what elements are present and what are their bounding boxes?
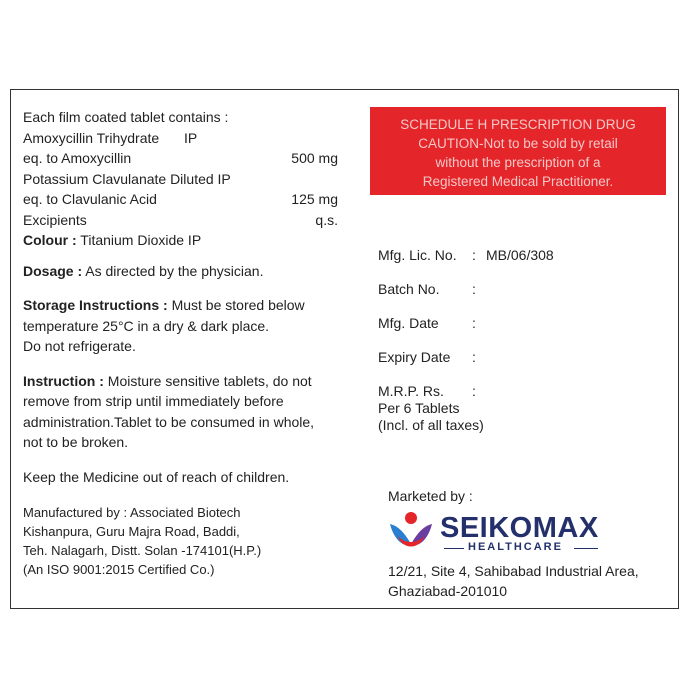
amoxycillin-line xyxy=(23,128,338,149)
address-line-2: Ghaziabad-201010 xyxy=(388,583,508,599)
dosage-label: Dosage : xyxy=(23,262,83,279)
mrp-taxes-note: (Incl. of all taxes) xyxy=(378,417,484,433)
brand-tagline: HEALTHCARE xyxy=(468,541,563,553)
instruction-line-3: administration.Tablet to be consumed in whole, xyxy=(23,413,315,430)
instruction-label: Instruction : xyxy=(23,372,104,389)
manufacturer-line-1: Manufactured by : Associated Biotech xyxy=(23,505,241,520)
excipients-value: q.s. xyxy=(315,211,338,228)
warning-line-1: SCHEDULE H PRESCRIPTION DRUG xyxy=(400,117,636,132)
mrp-block xyxy=(378,383,678,434)
colon: : xyxy=(472,349,476,365)
storage-line-3: Do not refrigerate. xyxy=(23,338,136,354)
dosage-line xyxy=(23,261,338,282)
clavulanic-eq-label: eq. to Clavulanic Acid xyxy=(23,191,157,207)
manufacturer-line-2: Kishanpura, Guru Majra Road, Baddi, xyxy=(23,524,240,539)
seikomax-logo-icon xyxy=(388,510,434,556)
manufacturer-block xyxy=(23,503,338,579)
colon: : xyxy=(472,383,476,399)
clavulanic-eq-line xyxy=(23,189,338,210)
excipients-line xyxy=(23,210,338,231)
batch-label: Batch No. xyxy=(378,281,440,297)
composition-heading: Each film coated tablet contains : xyxy=(23,109,229,125)
mfg-lic-value: MB/06/308 xyxy=(486,247,554,263)
marketer-address xyxy=(388,561,639,601)
tagline-rule-right xyxy=(574,548,598,549)
colour-line xyxy=(23,230,338,251)
seikomax-logo xyxy=(388,510,668,560)
mrp-label: M.R.P. Rs. xyxy=(378,383,444,399)
brand-name: SEIKOMAX xyxy=(440,512,599,544)
storage-line-2: temperature 25°C in a dry & dark place. xyxy=(23,317,270,334)
colon: : xyxy=(472,315,476,331)
storage-line-1 xyxy=(23,295,338,316)
warning-line-3: without the prescription of a xyxy=(435,155,601,170)
colour-value: Titanium Dioxide IP xyxy=(80,232,202,248)
mfg-lic-label: Mfg. Lic. No. xyxy=(378,247,457,263)
warning-line-4: Registered Medical Practitioner. xyxy=(422,174,614,189)
address-line-1: 12/21, Site 4, Sahibabad Industrial Area, xyxy=(388,563,639,579)
marketed-by-label: Marketed by : xyxy=(388,488,473,504)
instruction-line-2: remove from strip until immediately before xyxy=(23,393,284,409)
batch-details xyxy=(378,247,678,434)
colon: : xyxy=(472,247,476,263)
expiry-label: Expiry Date xyxy=(378,349,451,365)
instruction-line-4: not to be broken. xyxy=(23,434,129,450)
mrp-pack-size: Per 6 Tablets xyxy=(378,400,460,416)
mfg-date-row xyxy=(378,315,678,349)
mrp-line-1 xyxy=(378,383,678,400)
schedule-h-warning xyxy=(370,107,666,195)
colour-label: Colour : xyxy=(23,232,77,248)
amoxycillin-eq-label: eq. to Amoxycillin xyxy=(23,150,132,166)
manufacturer-line-4: (An ISO 9001:2015 Certified Co.) xyxy=(23,562,215,577)
amoxycillin-dose: 500 mg xyxy=(291,150,338,166)
clavulanate-line: Potassium Clavulanate Diluted IP xyxy=(23,170,231,187)
amoxycillin-ip: IP xyxy=(184,129,198,146)
storage-text-1: Must be stored below xyxy=(171,297,305,313)
keep-away-notice: Keep the Medicine out of reach of children. xyxy=(23,468,290,485)
colon: : xyxy=(472,281,476,297)
tagline-rule-left xyxy=(444,548,464,549)
mfg-lic-row xyxy=(378,247,678,281)
storage-label: Storage Instructions : xyxy=(23,297,168,313)
expiry-row xyxy=(378,349,678,383)
manufacturer-line-3: Teh. Nalagarh, Distt. Solan -174101(H.P.) xyxy=(23,543,262,558)
amoxycillin-label: Amoxycillin Trihydrate xyxy=(23,129,160,146)
mfg-date-label: Mfg. Date xyxy=(378,315,439,331)
amoxycillin-eq-line xyxy=(23,148,338,169)
clavulanic-dose: 125 mg xyxy=(291,191,338,207)
composition-panel xyxy=(23,107,338,579)
instruction-text-1: Moisture sensitive tablets, do not xyxy=(107,372,312,389)
warning-line-2: CAUTION-Not to be sold by retail xyxy=(418,136,618,151)
excipients-label: Excipients xyxy=(23,211,87,228)
batch-row xyxy=(378,281,678,315)
instruction-line-1 xyxy=(23,371,338,392)
dosage-text: As directed by the physician. xyxy=(85,262,264,279)
